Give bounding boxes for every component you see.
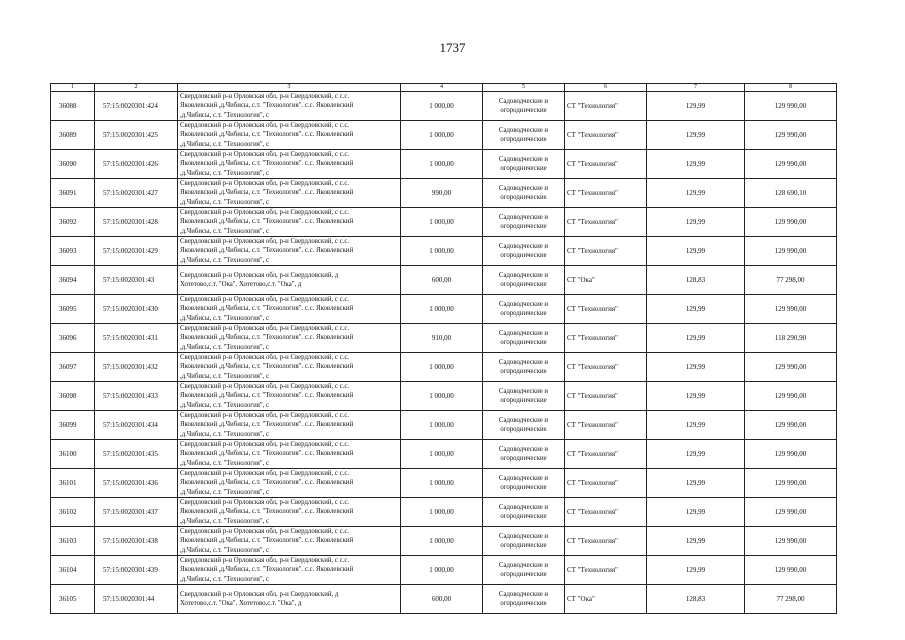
land-use-cell: Садоводческие и огороднические (483, 411, 565, 440)
area-cell: 1 000,00 (401, 411, 483, 440)
cadastral-number: 57:15:0020301:431 (95, 324, 178, 353)
area-cell: 1 000,00 (401, 527, 483, 556)
header-cell: 8 (745, 84, 837, 92)
header-cell: 7 (647, 84, 745, 92)
unit-price-cell: 129,99 (647, 353, 745, 382)
page-number: 1737 (439, 40, 466, 55)
table-row (51, 266, 837, 295)
unit-price-cell: 128,83 (647, 266, 745, 295)
cadastral-value-cell: 129 990,00 (745, 411, 837, 440)
owner-cell: СТ "Технология" (565, 353, 647, 382)
row-number: 36094 (51, 266, 95, 295)
table-body (51, 92, 837, 614)
land-use-cell: Садоводческие и огороднические (483, 324, 565, 353)
row-number: 36104 (51, 556, 95, 585)
row-number: 36098 (51, 382, 95, 411)
owner-cell: СТ "Технология" (565, 411, 647, 440)
address-cell: Свердловский р-н Орловская обл, р-н Свердловский, с с.с. Яковлевский ,д.Чибисы, с.т. "Технология". с.с. Яковлевский ,д.Чибисы, с.т. "Технология", с (178, 527, 401, 556)
area-cell: 1 000,00 (401, 440, 483, 469)
address-cell: Свердловский р-н Орловская обл, р-н Свердловский, с с.с. Яковлевский ,д.Чибисы, с.т. "Технология". с.с. Яковлевский ,д.Чибисы, с.т. "Технология", с (178, 179, 401, 208)
cadastral-value-cell: 129 990,00 (745, 295, 837, 324)
table-row (51, 585, 837, 614)
owner-cell: СТ "Технология" (565, 469, 647, 498)
land-use-cell: Садоводческие и огороднические (483, 179, 565, 208)
row-number: 36105 (51, 585, 95, 614)
unit-price-cell: 129,99 (647, 237, 745, 266)
unit-price-cell: 129,99 (647, 556, 745, 585)
unit-price-cell: 129,99 (647, 382, 745, 411)
table-row (51, 469, 837, 498)
area-cell: 1 000,00 (401, 498, 483, 527)
cadastral-number: 57:15:0020301:44 (95, 585, 178, 614)
unit-price-cell: 129,99 (647, 150, 745, 179)
cadastral-number: 57:15:0020301:432 (95, 353, 178, 382)
cadastral-value-cell: 129 990,00 (745, 469, 837, 498)
owner-cell: СТ "Технология" (565, 208, 647, 237)
cadastral-number: 57:15:0020301:430 (95, 295, 178, 324)
cadastral-value-cell: 128 690,10 (745, 179, 837, 208)
address-cell: Свердловский р-н Орловская обл, р-н Свердловский, с с.с. Яковлевский ,д.Чибисы, с.т. "Технология". с.с. Яковлевский ,д.Чибисы, с.т. "Технология", с (178, 469, 401, 498)
address-cell: Свердловский р-н Орловская обл, р-н Свердловский, с с.с. Яковлевский ,д.Чибисы, с.т. "Технология". с.с. Яковлевский ,д.Чибисы, с.т. "Технология", с (178, 382, 401, 411)
land-use-cell: Садоводческие и огороднические (483, 382, 565, 411)
land-use-cell: Садоводческие и огороднические (483, 121, 565, 150)
table-row (51, 440, 837, 469)
address-cell: Свердловский р-н Орловская обл, р-н Свердловский, с с.с. Яковлевский ,д.Чибисы, с.т. "Технология". с.с. Яковлевский ,д.Чибисы, с.т. "Технология", с (178, 498, 401, 527)
table-row (51, 92, 837, 121)
unit-price-cell: 129,99 (647, 324, 745, 353)
address-cell: Свердловский р-н Орловская обл, р-н Свердловский, с с.с. Яковлевский ,д.Чибисы, с.т. "Технология". с.с. Яковлевский ,д.Чибисы, с.т. "Технология", с (178, 92, 401, 121)
cadastral-value-cell: 129 990,00 (745, 498, 837, 527)
land-use-cell: Садоводческие и огороднические (483, 556, 565, 585)
table-row (51, 121, 837, 150)
owner-cell: СТ "Технология" (565, 150, 647, 179)
cadastral-value-cell: 77 298,00 (745, 585, 837, 614)
row-number: 36097 (51, 353, 95, 382)
address-cell: Свердловский р-н Орловская обл, р-н Свердловский, с с.с. Яковлевский ,д.Чибисы, с.т. "Технология". с.с. Яковлевский ,д.Чибисы, с.т. "Технология", с (178, 324, 401, 353)
table-row (51, 527, 837, 556)
area-cell: 1 000,00 (401, 382, 483, 411)
unit-price-cell: 129,99 (647, 527, 745, 556)
unit-price-cell: 128,83 (647, 585, 745, 614)
table-row (51, 324, 837, 353)
cadastral-value-cell: 129 990,00 (745, 121, 837, 150)
cadastral-number: 57:15:0020301:424 (95, 92, 178, 121)
owner-cell: СТ "Технология" (565, 498, 647, 527)
land-use-cell: Садоводческие и огороднические (483, 237, 565, 266)
land-use-cell: Садоводческие и огороднические (483, 353, 565, 382)
cadastral-value-cell: 77 298,00 (745, 266, 837, 295)
row-number: 36093 (51, 237, 95, 266)
unit-price-cell: 129,99 (647, 295, 745, 324)
address-cell: Свердловский р-н Орловская обл, р-н Свердловский, с с.с. Яковлевский ,д.Чибисы, с.т. "Технология". с.с. Яковлевский ,д.Чибисы, с.т. "Технология", с (178, 556, 401, 585)
row-number: 36096 (51, 324, 95, 353)
owner-cell: СТ "Ока" (565, 585, 647, 614)
cadastral-number: 57:15:0020301:436 (95, 469, 178, 498)
land-use-cell: Садоводческие и огороднические (483, 150, 565, 179)
row-number: 36089 (51, 121, 95, 150)
row-number: 36102 (51, 498, 95, 527)
owner-cell: СТ "Ока" (565, 266, 647, 295)
address-cell: Свердловский р-н Орловская обл, р-н Свердловский, с с.с. Яковлевский ,д.Чибисы, с.т. "Технология". с.с. Яковлевский ,д.Чибисы, с.т. "Технология", с (178, 353, 401, 382)
row-number: 36090 (51, 150, 95, 179)
row-number: 36100 (51, 440, 95, 469)
area-cell: 1 000,00 (401, 556, 483, 585)
table-row (51, 353, 837, 382)
table-row (51, 295, 837, 324)
header-cell: 2 (95, 84, 178, 92)
cadastral-number: 57:15:0020301:427 (95, 179, 178, 208)
cadastral-number: 57:15:0020301:434 (95, 411, 178, 440)
area-cell: 990,00 (401, 179, 483, 208)
cadastral-number: 57:15:0020301:43 (95, 266, 178, 295)
land-registry-table (50, 83, 837, 614)
cadastral-number: 57:15:0020301:439 (95, 556, 178, 585)
owner-cell: СТ "Технология" (565, 382, 647, 411)
row-number: 36092 (51, 208, 95, 237)
area-cell: 1 000,00 (401, 295, 483, 324)
owner-cell: СТ "Технология" (565, 179, 647, 208)
cadastral-value-cell: 129 990,00 (745, 556, 837, 585)
cadastral-value-cell: 118 290,90 (745, 324, 837, 353)
land-use-cell: Садоводческие и огороднические (483, 527, 565, 556)
owner-cell: СТ "Технология" (565, 295, 647, 324)
owner-cell: СТ "Технология" (565, 556, 647, 585)
cadastral-number: 57:15:0020301:435 (95, 440, 178, 469)
header-cell: 5 (483, 84, 565, 92)
land-use-cell: Садоводческие и огороднические (483, 469, 565, 498)
cadastral-number: 57:15:0020301:438 (95, 527, 178, 556)
address-cell: Свердловский р-н Орловская обл, р-н Свердловский, с с.с. Яковлевский ,д.Чибисы, с.т. "Технология". с.с. Яковлевский ,д.Чибисы, с.т. "Технология", с (178, 150, 401, 179)
unit-price-cell: 129,99 (647, 179, 745, 208)
table-row (51, 208, 837, 237)
cadastral-number: 57:15:0020301:426 (95, 150, 178, 179)
land-use-cell: Садоводческие и огороднические (483, 440, 565, 469)
unit-price-cell: 129,99 (647, 121, 745, 150)
land-use-cell: Садоводческие и огороднические (483, 208, 565, 237)
cadastral-number: 57:15:0020301:433 (95, 382, 178, 411)
table-row (51, 498, 837, 527)
table-row (51, 411, 837, 440)
row-number: 36088 (51, 92, 95, 121)
area-cell: 1 000,00 (401, 121, 483, 150)
header-cell: 4 (401, 84, 483, 92)
owner-cell: СТ "Технология" (565, 121, 647, 150)
owner-cell: СТ "Технология" (565, 324, 647, 353)
table-row (51, 150, 837, 179)
area-cell: 1 000,00 (401, 353, 483, 382)
cadastral-value-cell: 129 990,00 (745, 440, 837, 469)
row-number: 36095 (51, 295, 95, 324)
cadastral-value-cell: 129 990,00 (745, 237, 837, 266)
cadastral-value-cell: 129 990,00 (745, 92, 837, 121)
land-use-cell: Садоводческие и огороднические (483, 92, 565, 121)
owner-cell: СТ "Технология" (565, 92, 647, 121)
area-cell: 600,00 (401, 585, 483, 614)
area-cell: 1 000,00 (401, 237, 483, 266)
cadastral-number: 57:15:0020301:429 (95, 237, 178, 266)
unit-price-cell: 129,99 (647, 498, 745, 527)
cadastral-value-cell: 129 990,00 (745, 208, 837, 237)
table-header (51, 84, 837, 92)
address-cell: Свердловский р-н Орловская обл, р-н Свердловский, с с.с. Яковлевский ,д.Чибисы, с.т. "Технология". с.с. Яковлевский ,д.Чибисы, с.т. "Технология", с (178, 440, 401, 469)
table-row (51, 179, 837, 208)
cadastral-number: 57:15:0020301:428 (95, 208, 178, 237)
cadastral-value-cell: 129 990,00 (745, 353, 837, 382)
land-use-cell: Садоводческие и огороднические (483, 498, 565, 527)
unit-price-cell: 129,99 (647, 411, 745, 440)
unit-price-cell: 129,99 (647, 92, 745, 121)
owner-cell: СТ "Технология" (565, 527, 647, 556)
area-cell: 600,00 (401, 266, 483, 295)
area-cell: 1 000,00 (401, 92, 483, 121)
address-cell: Свердловский р-н Орловская обл, р-н Свердловский, с с.с. Яковлевский ,д.Чибисы, с.т. "Технология". с.с. Яковлевский ,д.Чибисы, с.т. "Технология", с (178, 295, 401, 324)
header-cell: 6 (565, 84, 647, 92)
land-use-cell: Садоводческие и огороднические (483, 266, 565, 295)
address-cell: Свердловский р-н Орловская обл, р-н Свердловский, д Хотетово,с.т. "Ока". Хотетово,с.т. "Ока", д (178, 585, 401, 614)
area-cell: 910,00 (401, 324, 483, 353)
unit-price-cell: 129,99 (647, 208, 745, 237)
area-cell: 1 000,00 (401, 150, 483, 179)
row-number: 36101 (51, 469, 95, 498)
row-number: 36099 (51, 411, 95, 440)
table-row (51, 382, 837, 411)
address-cell: Свердловский р-н Орловская обл, р-н Свердловский, с с.с. Яковлевский ,д.Чибисы, с.т. "Технология". с.с. Яковлевский ,д.Чибисы, с.т. "Технология", с (178, 208, 401, 237)
table-row (51, 556, 837, 585)
header-row (51, 84, 837, 92)
owner-cell: СТ "Технология" (565, 440, 647, 469)
owner-cell: СТ "Технология" (565, 237, 647, 266)
area-cell: 1 000,00 (401, 208, 483, 237)
row-number: 36091 (51, 179, 95, 208)
table-row (51, 237, 837, 266)
unit-price-cell: 129,99 (647, 469, 745, 498)
cadastral-value-cell: 129 990,00 (745, 527, 837, 556)
address-cell: Свердловский р-н Орловская обл, р-н Свердловский, с с.с. Яковлевский ,д.Чибисы, с.т. "Технология". с.с. Яковлевский ,д.Чибисы, с.т. "Технология", с (178, 237, 401, 266)
address-cell: Свердловский р-н Орловская обл, р-н Свердловский, с с.с. Яковлевский ,д.Чибисы, с.т. "Технология". с.с. Яковлевский ,д.Чибисы, с.т. "Технология", с (178, 121, 401, 150)
land-use-cell: Садоводческие и огороднические (483, 295, 565, 324)
header-cell: 3 (178, 84, 401, 92)
unit-price-cell: 129,99 (647, 440, 745, 469)
cadastral-number: 57:15:0020301:437 (95, 498, 178, 527)
address-cell: Свердловский р-н Орловская обл, р-н Свердловский, с с.с. Яковлевский ,д.Чибисы, с.т. "Технология". с.с. Яковлевский ,д.Чибисы, с.т. "Технология", с (178, 411, 401, 440)
address-cell: Свердловский р-н Орловская обл, р-н Свердловский, д Хотетово,с.т. "Ока". Хотетово,с.т. "Ока", д (178, 266, 401, 295)
land-use-cell: Садоводческие и огороднические (483, 585, 565, 614)
row-number: 36103 (51, 527, 95, 556)
cadastral-value-cell: 129 990,00 (745, 382, 837, 411)
cadastral-number: 57:15:0020301:425 (95, 121, 178, 150)
area-cell: 1 000,00 (401, 469, 483, 498)
cadastral-value-cell: 129 990,00 (745, 150, 837, 179)
header-cell: 1 (51, 84, 95, 92)
